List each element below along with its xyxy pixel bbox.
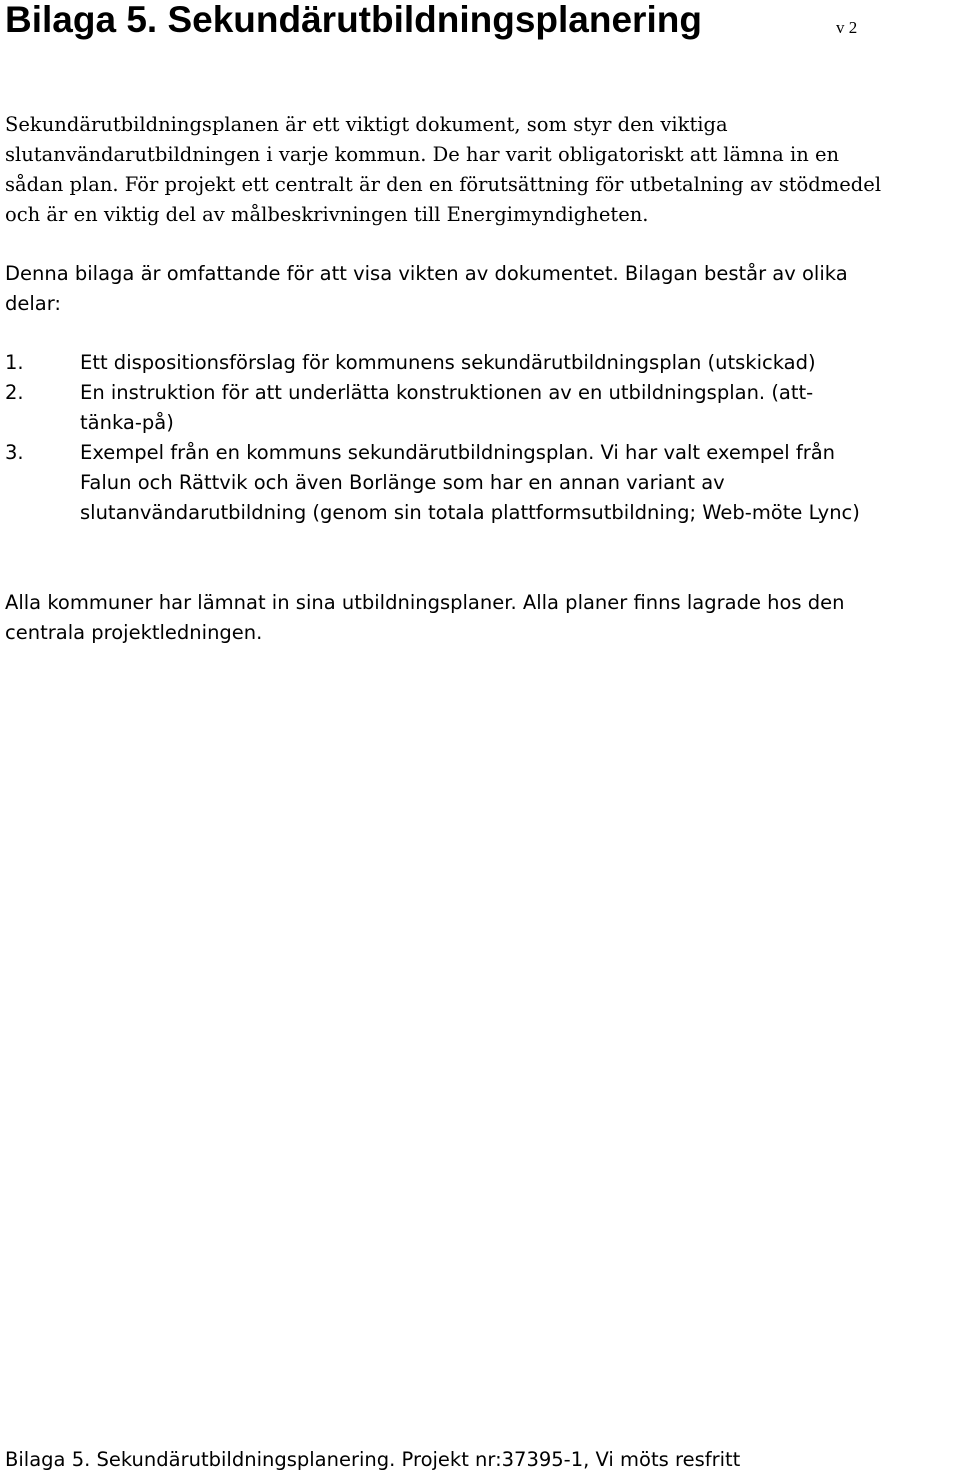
- list-item-1-line-1: Ett dispositionsförslag för kommunens sekundärutbildningsplan (utskickad): [80, 351, 816, 374]
- intro-line-3: sådan plan. För projekt ett centralt är den en förutsättning för utbetalning av stödmedel: [5, 173, 882, 196]
- list-item-3-line-1: Exempel från en kommuns sekundärutbildningsplan. Vi har valt exempel från: [80, 441, 836, 464]
- paragraph3-line-1: Alla kommuner har lämnat in sina utbildningsplaner. Alla planer finns lagrade hos den: [5, 591, 845, 614]
- page-title: Bilaga 5. Sekundärutbildningsplanering: [5, 0, 702, 40]
- intro-line-4: och är en viktig del av målbeskrivningen till Energimyndigheten.: [5, 203, 649, 226]
- intro-line-2: slutanvändarutbildningen i varje kommun. De har varit obligatoriskt att lämna in en: [5, 143, 840, 166]
- paragraph2-line-2: delar:: [5, 292, 61, 315]
- intro-line-1: Sekundärutbildningsplanen är ett viktigt dokument, som styr den viktiga: [5, 113, 728, 136]
- version-label: v 2: [836, 18, 858, 37]
- list-number-3: 3.: [5, 441, 24, 464]
- page-footer: Bilaga 5. Sekundärutbildningsplanering. Projekt nr:37395-1, Vi möts resfritt: [5, 1448, 741, 1471]
- list-number-2: 2.: [5, 381, 24, 404]
- list-item-3-line-3: slutanvändarutbildning (genom sin totala plattformsutbildning; Web-möte Lync): [80, 501, 860, 524]
- list-number-1: 1.: [5, 351, 24, 374]
- list-item-2-line-2: tänka-på): [80, 411, 174, 434]
- list-item-3-line-2: Falun och Rättvik och även Borlänge som har en annan variant av: [80, 471, 725, 494]
- paragraph2-line-1: Denna bilaga är omfattande för att visa vikten av dokumentet. Bilagan består av olika: [5, 262, 848, 285]
- paragraph3-line-2: centrala projektledningen.: [5, 621, 263, 644]
- list-item-2-line-1: En instruktion för att underlätta konstruktionen av en utbildningsplan. (att-: [80, 381, 814, 404]
